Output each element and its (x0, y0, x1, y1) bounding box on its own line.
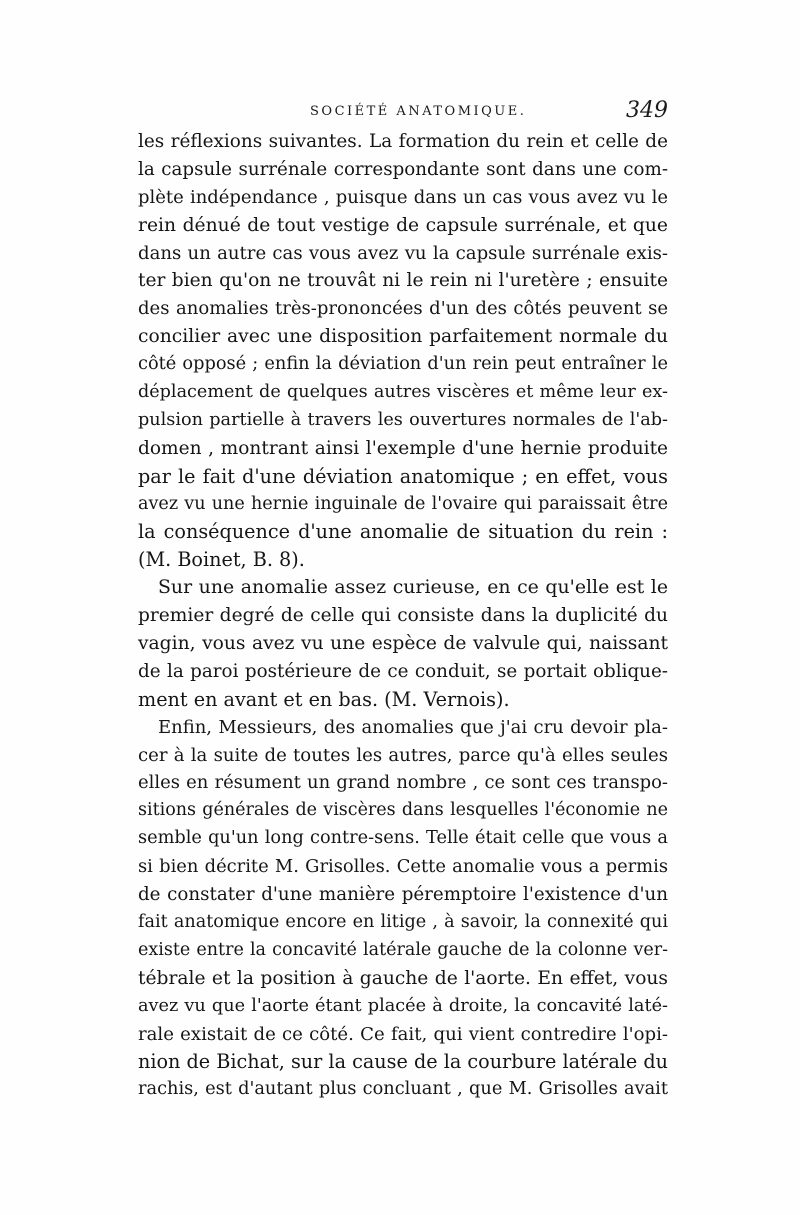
text-line: rale existait de ce côté. Ce fait, qui vient contredire l'opi- (138, 1023, 668, 1045)
body-text (138, 128, 668, 1104)
text-line: la conséquence d'une anomalie de situation du rein : (138, 520, 668, 544)
text-line: concilier avec une disposition parfaitement normale du (138, 326, 668, 348)
paragraph-end-line: (M. Boinet, B. 8). (138, 548, 305, 572)
text-line: semble qu'un long contre-sens. Telle était celle que vous a (138, 828, 668, 849)
text-line: de la paroi postérieure de ce conduit, se portait oblique- (138, 660, 668, 682)
paragraph-end-line: ment en avant et en bas. (M. Vernois). (138, 687, 510, 711)
text-line: déplacement de quelques autres viscères et même leur ex- (138, 382, 668, 403)
text-line: des anomalies très-prononcées d'un des côtés peuvent se (138, 298, 668, 320)
text-line: cer à la suite de toutes les autres, parce qu'à elles seules (138, 744, 668, 766)
text-line: plète indépendance , puisque dans un cas vous avez vu le (138, 186, 668, 208)
page-number: 349 (626, 98, 668, 123)
text-line: côté opposé ; enfin la déviation d'un rein peut entraîner le (138, 354, 668, 375)
running-title: SOCIÉTÉ ANATOMIQUE. (310, 104, 527, 119)
text-line: tébrale et la position à gauche de l'aorte. En effet, vous (138, 967, 668, 989)
text-line: par le fait d'une déviation anatomique ; en effet, vous (138, 464, 668, 488)
paragraph-start-line: Sur une anomalie assez curieuse, en ce qu'elle est le (158, 576, 668, 599)
text-line: les réflexions suivantes. La formation du rein et celle de (138, 131, 668, 152)
text-line: ter bien qu'on ne trouvât ni le rein ni l'uretère ; ensuite (138, 270, 668, 292)
text-line: avez vu que l'aorte étant placée à droite, la concavité laté- (138, 995, 668, 1016)
text-line: nion de Bichat, sur la cause de la courbure latérale du (138, 1050, 668, 1074)
text-line: existe entre la concavité latérale gauche de la colonne ver- (138, 939, 668, 960)
text-line: premier degré de celle qui consiste dans la duplicité du (138, 605, 668, 627)
text-line: dans un autre cas vous avez vu la capsule surrénale exis- (138, 242, 668, 264)
text-line: avez vu une hernie inguinale de l'ovaire qui paraissait être (138, 493, 668, 514)
text-line: de constater d'une manière péremptoire l'existence d'un (138, 884, 668, 906)
text-line: vagin, vous avez vu une espèce de valvule qui, naissant (138, 633, 668, 655)
text-line: domen , montrant ainsi l'exemple d'une hernie produite (138, 437, 668, 459)
text-line: la capsule surrénale correspondante sont dans une com- (138, 158, 668, 180)
paragraph-start-line: Enfin, Messieurs, des anomalies que j'ai cru devoir pla- (158, 716, 668, 738)
text-line: fait anatomique encore en litige , à savoir, la connexité qui (138, 911, 668, 932)
page-header (138, 98, 668, 128)
text-line: rein dénué de tout vestige de capsule surrénale, et que (138, 214, 668, 236)
text-line: rachis, est d'autant plus concluant , que M. Grisolles avait (138, 1079, 668, 1100)
text-line: sitions générales de viscères dans lesquelles l'économie ne (138, 800, 668, 821)
text-line: elles en résument un grand nombre , ce sont ces transpo- (138, 772, 668, 794)
text-line: si bien décrite M. Grisolles. Cette anomalie vous a permis (138, 856, 668, 878)
text-line: pulsion partielle à travers les ouvertures normales de l'ab- (138, 409, 668, 430)
